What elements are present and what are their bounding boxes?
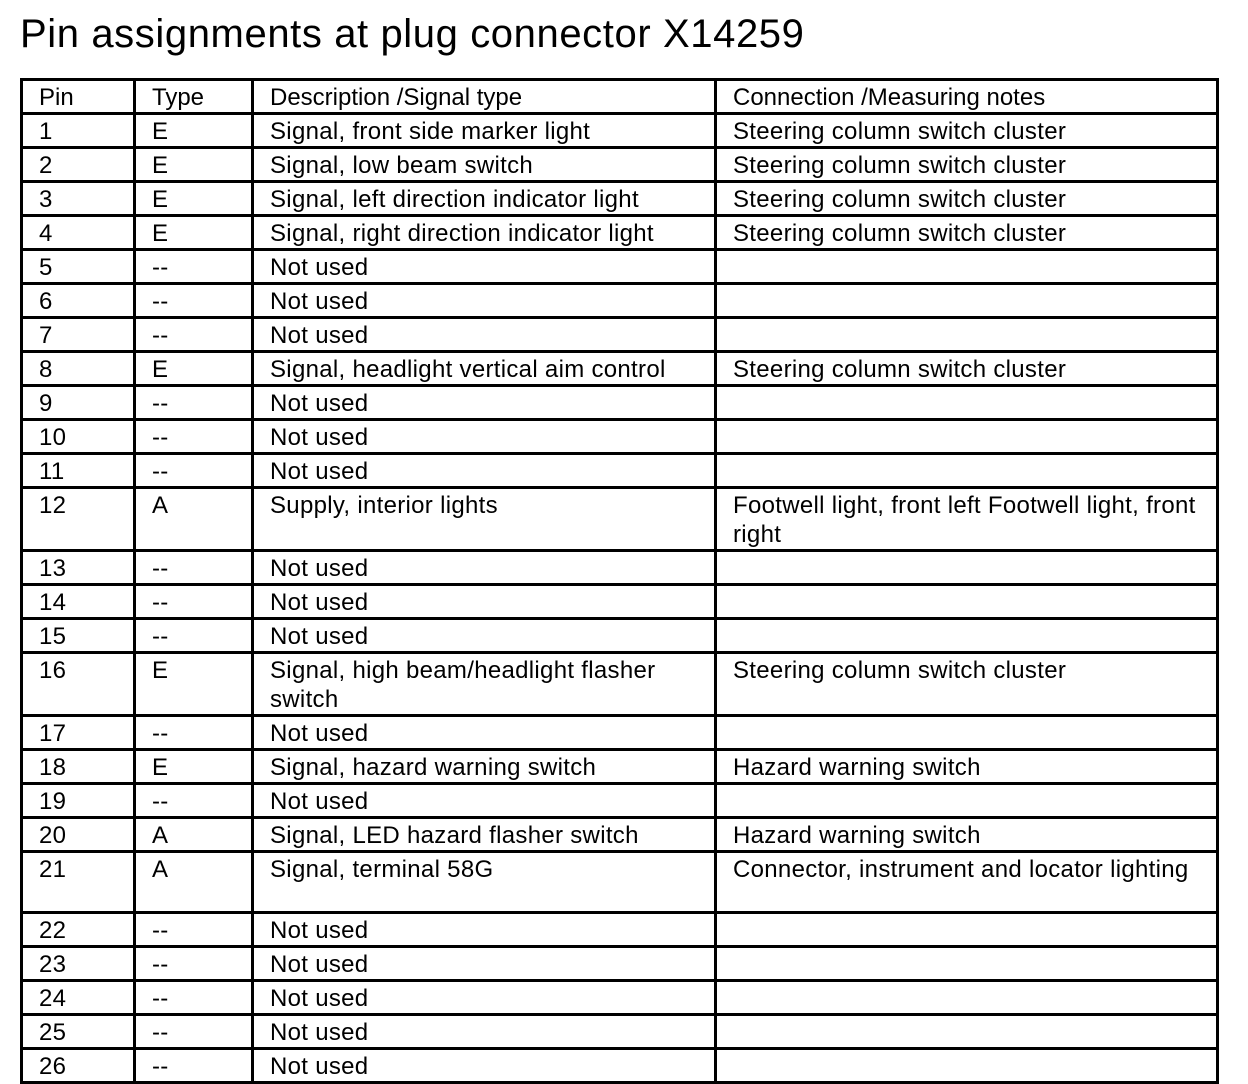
pin-cell: 6	[22, 284, 135, 318]
description-cell: Not used	[253, 318, 716, 352]
type-cell: A	[135, 852, 253, 913]
pin-cell: 10	[22, 420, 135, 454]
type-cell: --	[135, 585, 253, 619]
table-row	[22, 352, 1218, 386]
table-row	[22, 981, 1218, 1015]
description-cell: Not used	[253, 284, 716, 318]
table-row	[22, 585, 1218, 619]
type-cell: --	[135, 981, 253, 1015]
table-row	[22, 250, 1218, 284]
type-cell: --	[135, 1015, 253, 1049]
type-cell: --	[135, 454, 253, 488]
header-pin: Pin	[22, 80, 135, 114]
description-cell: Signal, low beam switch	[253, 148, 716, 182]
type-cell: --	[135, 551, 253, 585]
type-cell: --	[135, 784, 253, 818]
type-cell: A	[135, 488, 253, 551]
connection-cell: Hazard warning switch	[716, 750, 1218, 784]
table-row	[22, 420, 1218, 454]
pin-cell: 15	[22, 619, 135, 653]
type-cell: --	[135, 913, 253, 947]
connection-cell	[716, 784, 1218, 818]
table-row	[22, 488, 1218, 551]
table-row	[22, 386, 1218, 420]
table-row	[22, 653, 1218, 716]
connection-cell	[716, 1015, 1218, 1049]
table-row	[22, 1049, 1218, 1083]
pin-cell: 13	[22, 551, 135, 585]
pin-cell: 4	[22, 216, 135, 250]
description-cell: Signal, right direction indicator light	[253, 216, 716, 250]
pin-cell: 3	[22, 182, 135, 216]
description-cell: Not used	[253, 619, 716, 653]
description-cell: Not used	[253, 454, 716, 488]
connection-cell	[716, 551, 1218, 585]
connection-cell	[716, 420, 1218, 454]
type-cell: --	[135, 284, 253, 318]
description-cell: Not used	[253, 1015, 716, 1049]
connection-cell: Hazard warning switch	[716, 818, 1218, 852]
pin-cell: 7	[22, 318, 135, 352]
pin-cell: 22	[22, 913, 135, 947]
description-cell: Not used	[253, 585, 716, 619]
description-cell: Not used	[253, 981, 716, 1015]
pin-cell: 16	[22, 653, 135, 716]
connection-cell	[716, 716, 1218, 750]
type-cell: --	[135, 947, 253, 981]
table-row	[22, 750, 1218, 784]
pin-cell: 26	[22, 1049, 135, 1083]
table-row	[22, 619, 1218, 653]
pin-cell: 5	[22, 250, 135, 284]
pin-cell: 23	[22, 947, 135, 981]
pin-assignment-table	[20, 78, 1219, 1084]
type-cell: E	[135, 750, 253, 784]
description-cell: Signal, high beam/headlight flasher switch	[253, 653, 716, 716]
table-header-row	[22, 80, 1218, 114]
connection-cell	[716, 284, 1218, 318]
table-body	[22, 114, 1218, 1083]
connection-cell: Steering column switch cluster	[716, 216, 1218, 250]
connection-cell: Steering column switch cluster	[716, 148, 1218, 182]
connection-cell: Steering column switch cluster	[716, 114, 1218, 148]
description-cell: Supply, interior lights	[253, 488, 716, 551]
type-cell: A	[135, 818, 253, 852]
table-row	[22, 551, 1218, 585]
connection-cell	[716, 318, 1218, 352]
description-cell: Not used	[253, 913, 716, 947]
connection-cell: Steering column switch cluster	[716, 653, 1218, 716]
table-row	[22, 1015, 1218, 1049]
pin-cell: 8	[22, 352, 135, 386]
header-description: Description /Signal type	[253, 80, 716, 114]
table-row	[22, 784, 1218, 818]
type-cell: E	[135, 216, 253, 250]
description-cell: Signal, terminal 58G	[253, 852, 716, 913]
table-row	[22, 913, 1218, 947]
pin-cell: 17	[22, 716, 135, 750]
connection-cell	[716, 250, 1218, 284]
description-cell: Not used	[253, 551, 716, 585]
type-cell: E	[135, 352, 253, 386]
type-cell: --	[135, 420, 253, 454]
pin-cell: 18	[22, 750, 135, 784]
description-cell: Not used	[253, 947, 716, 981]
connection-cell	[716, 947, 1218, 981]
page-title: Pin assignments at plug connector X14259	[20, 12, 805, 56]
connection-cell	[716, 1049, 1218, 1083]
description-cell: Not used	[253, 1049, 716, 1083]
description-cell: Signal, headlight vertical aim control	[253, 352, 716, 386]
connection-cell	[716, 981, 1218, 1015]
type-cell: --	[135, 250, 253, 284]
table-row	[22, 818, 1218, 852]
pin-cell: 11	[22, 454, 135, 488]
table-row	[22, 114, 1218, 148]
type-cell: E	[135, 182, 253, 216]
table-row	[22, 947, 1218, 981]
type-cell: E	[135, 148, 253, 182]
connection-cell: Connector, instrument and locator lighting	[716, 852, 1218, 913]
description-cell: Signal, front side marker light	[253, 114, 716, 148]
table-row	[22, 216, 1218, 250]
pin-cell: 9	[22, 386, 135, 420]
connection-cell: Steering column switch cluster	[716, 352, 1218, 386]
table-row	[22, 284, 1218, 318]
description-cell: Not used	[253, 250, 716, 284]
pin-cell: 1	[22, 114, 135, 148]
table-row	[22, 182, 1218, 216]
connection-cell	[716, 913, 1218, 947]
description-cell: Not used	[253, 420, 716, 454]
description-cell: Signal, LED hazard flasher switch	[253, 818, 716, 852]
table-row	[22, 716, 1218, 750]
pin-cell: 21	[22, 852, 135, 913]
pin-cell: 14	[22, 585, 135, 619]
pin-cell: 12	[22, 488, 135, 551]
connection-cell	[716, 386, 1218, 420]
description-cell: Signal, left direction indicator light	[253, 182, 716, 216]
type-cell: --	[135, 1049, 253, 1083]
description-cell: Signal, hazard warning switch	[253, 750, 716, 784]
header-connection: Connection /Measuring notes	[716, 80, 1218, 114]
description-cell: Not used	[253, 716, 716, 750]
connection-cell	[716, 585, 1218, 619]
table-row	[22, 318, 1218, 352]
type-cell: E	[135, 653, 253, 716]
connection-cell: Steering column switch cluster	[716, 182, 1218, 216]
type-cell: --	[135, 716, 253, 750]
pin-cell: 25	[22, 1015, 135, 1049]
header-type: Type	[135, 80, 253, 114]
pin-cell: 20	[22, 818, 135, 852]
pin-cell: 24	[22, 981, 135, 1015]
pin-cell: 2	[22, 148, 135, 182]
pin-cell: 19	[22, 784, 135, 818]
connection-cell	[716, 619, 1218, 653]
type-cell: --	[135, 318, 253, 352]
table-row	[22, 852, 1218, 913]
table-row	[22, 148, 1218, 182]
description-cell: Not used	[253, 386, 716, 420]
type-cell: --	[135, 386, 253, 420]
description-cell: Not used	[253, 784, 716, 818]
table-row	[22, 454, 1218, 488]
type-cell: --	[135, 619, 253, 653]
type-cell: E	[135, 114, 253, 148]
connection-cell	[716, 454, 1218, 488]
connection-cell: Footwell light, front left Footwell light, front right	[716, 488, 1218, 551]
